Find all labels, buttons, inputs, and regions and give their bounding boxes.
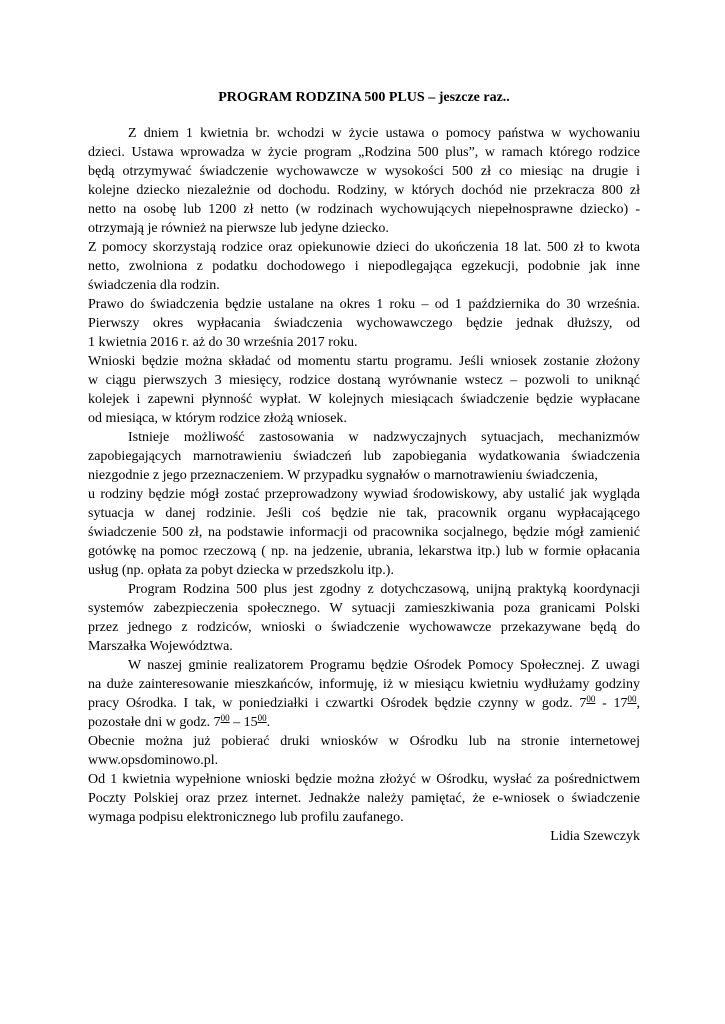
text-run: . (266, 715, 271, 730)
text-line: przez jednego z rodziców, wnioski o świadczenie wychowawcze przekazywane będą do (88, 620, 640, 635)
superscript-minutes: 00 (586, 694, 596, 704)
text-line: Istnieje możliwość zastosowania w nadzwyczajnych sytuacjach, mechanizmów (128, 430, 640, 445)
text-line: Poczty Polskiej oraz przez internet. Jednakże należy pamiętać, że e-wniosek o świadczenie (88, 791, 640, 806)
text-line: na duże zainteresowanie mieszkańców, informuję, iż w miesiącu kwietniu wydłużamy godziny (88, 677, 640, 692)
text-line: otrzymają je również na pierwsze lub jedyne dziecko. (88, 221, 389, 236)
office-hours-line (88, 694, 640, 713)
document-title: PROGRAM RODZINA 500 PLUS – jeszcze raz.. (218, 90, 510, 105)
document-page (88, 88, 640, 846)
office-hours-line (88, 713, 640, 732)
text-line: usług (np. opłata za pobyt dziecka w przedszkolu itp.). (88, 563, 394, 578)
text-line: gotówkę na pomoc rzeczową ( np. na jedzenie, ubrania, lekarstwa itp.) lub w formie opłacania (88, 544, 640, 559)
text-line: Program Rodzina 500 plus jest zgodny z dotychczasową, unijną praktyką koordynacji (128, 582, 640, 597)
text-line: netto, zwolniona z podatku dochodowego i niepodlegająca egzekucji, podobnie jak inne (88, 259, 640, 274)
text-line: kolejne dziecko niezależnie od dochodu. Rodziny, w których dochód nie przekracza 800 zł (88, 183, 640, 198)
text-run: , (636, 696, 640, 711)
text-line: Z pomocy skorzystają rodzice oraz opiekunowie dzieci do ukończenia 18 lat. 500 zł to kwota (88, 240, 640, 255)
text-run: pracy Ośrodka. I tak, w poniedziałki i czwartki Ośrodek będzie czynny w godz. 7 (88, 696, 587, 711)
text-run: - 17 (595, 696, 628, 711)
text-line: sytuacja w danej rodzinie. Jeśli coś będzie nie tak, pracownik organu wypłacającego (88, 506, 640, 521)
text-line: w ciągu pierwszych 3 miesięcy, rodzice dostaną wyrównanie wstecz – pozwoli to uniknąć (88, 373, 640, 388)
text-line: Od 1 kwietnia wypełnione wnioski będzie można złożyć w Ośrodku, wysłać za pośrednictwem (88, 772, 640, 787)
text-line: Z dniem 1 kwietnia br. wchodzi w życie ustawa o pomocy państwa w wychowaniu (128, 126, 640, 141)
text-line: wymaga podpisu elektronicznego lub profilu zaufanego. (88, 810, 404, 825)
text-line: będą otrzymywać świadczenie wychowawcze w wysokości 500 zł co miesiąc na drugie i (88, 164, 640, 179)
text-line: Wnioski będzie można składać od momentu startu programu. Jeśli wniosek zostanie złożony (88, 354, 640, 369)
text-line: systemów zabezpieczenia społecznego. W sytuacji zamieszkiwania poza granicami Polski (88, 601, 640, 616)
text-line: niezgodnie z jego przeznaczeniem. W przypadku sygnałów o marnotrawieniu świadczenia, (88, 468, 598, 483)
text-line: od miesiąca, w którym rodzice złożą wniosek. (88, 411, 347, 426)
text-line: W naszej gminie realizatorem Programu będzie Ośrodek Pomocy Społecznej. Z uwagi (128, 658, 640, 673)
text-line: świadczenie 500 zł, na podstawie informacji od pracownika socjalnego, będzie mógł zamienić (88, 525, 640, 540)
website-url: www.opsdominowo.pl. (88, 753, 219, 768)
author-signature: Lidia Szewczyk (550, 829, 640, 844)
text-line: dzieci. Ustawa wprowadza w życie program „Rodzina 500 plus”, w ramach którego rodzice (88, 145, 640, 160)
superscript-minutes: 00 (627, 694, 637, 704)
text-line: Obecnie można już pobierać druki wniosków w Ośrodku lub na stronie internetowej (88, 734, 640, 749)
text-line: 1 kwietnia 2016 r. aż do 30 września 2017 roku. (88, 335, 358, 350)
text-run: – 15 (229, 715, 258, 730)
text-line: zapobiegających marnotrawieniu świadczeń lub zapobiegania wydatkowania świadczenia (88, 449, 640, 464)
superscript-minutes: 00 (220, 713, 230, 723)
superscript-minutes: 00 (257, 713, 267, 723)
text-line: kolejek i zapewni płynność wypłat. W kolejnych miesiącach świadczenie będzie wypłacane (88, 392, 640, 407)
text-run: pozostałe dni w godz. 7 (88, 715, 221, 730)
text-line: Prawo do świadczenia będzie ustalane na okres 1 roku – od 1 października do 30 września. (88, 297, 640, 312)
text-line: świadczenia dla rodzin. (88, 278, 220, 293)
text-line: u rodziny będzie mógł zostać przeprowadzony wywiad środowiskowy, aby ustalić jak wygląda (88, 487, 640, 502)
text-line: netto na osobę lub 1200 zł netto (w rodzinach wychowujących niepełnosprawne dziecko) - (88, 202, 640, 217)
text-line: Pierwszy okres wypłacania świadczenia wychowawczego będzie jednak dłuższy, od (88, 316, 640, 331)
text-line: Marszałka Województwa. (88, 639, 233, 654)
